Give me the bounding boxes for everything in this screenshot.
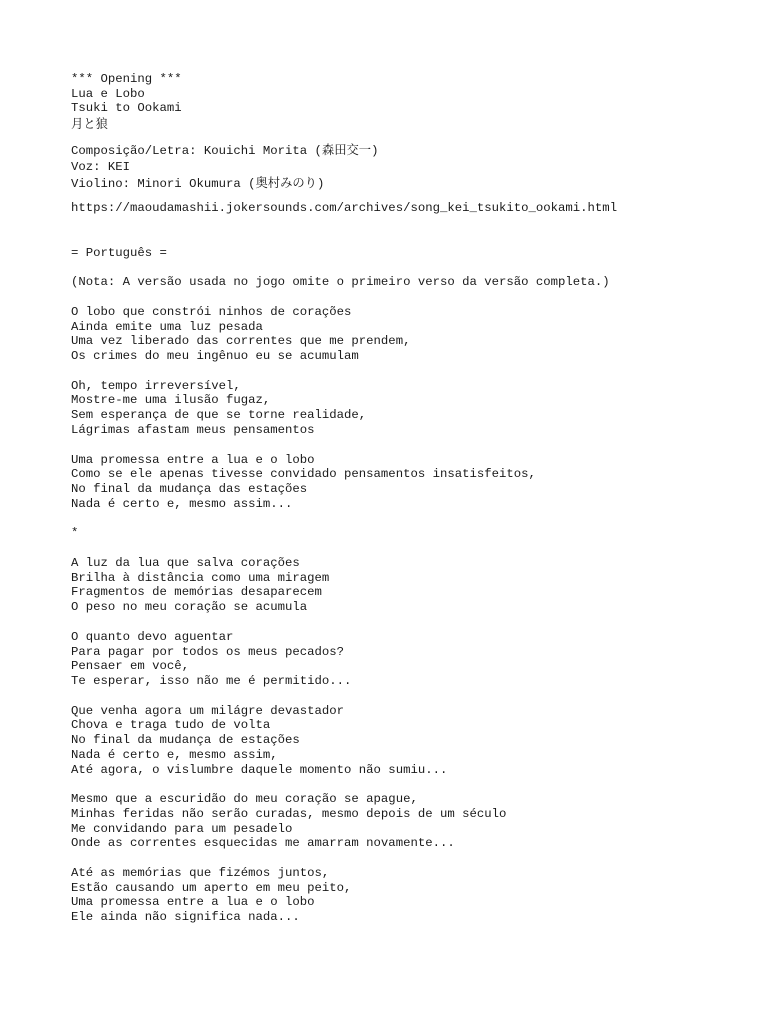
lyric-line: A luz da lua que salva corações: [71, 556, 300, 571]
stanza-4: [71, 556, 751, 615]
lyric-line: Oh, tempo irreversível,: [71, 378, 241, 393]
lyric-line: Brilha à distância como uma miragem: [71, 570, 330, 585]
lyric-line: Minhas feridas não serão curadas, mesmo depois de um século: [71, 806, 507, 821]
lyric-line: O peso no meu coração se acumula: [71, 600, 308, 615]
lyric-line: Estão causando um aperto em meu peito,: [71, 880, 352, 895]
lyric-line: Sem esperança de que se torne realidade,: [71, 408, 367, 423]
credit-composition: Composição/Letra: Kouichi Morita (森田交一): [71, 144, 379, 159]
lyric-line: Pensaer em você,: [71, 659, 190, 674]
lyric-line: Mostre-me uma ilusão fugaz,: [71, 393, 271, 408]
credit-voice: Voz: KEI: [71, 160, 131, 175]
title-portuguese: Lua e Lobo: [71, 86, 145, 101]
lyric-line: Para pagar por todos os meus pecados?: [71, 644, 345, 659]
lyric-line: Ainda emite uma luz pesada: [71, 319, 263, 334]
credits-block: [71, 142, 751, 193]
lyric-line: Me convidando para um pesadelo: [71, 821, 293, 836]
lyric-line: Como se ele apenas tivesse convidado pensamentos insatisfeitos,: [71, 467, 536, 482]
title-romaji: Tsuki to Ookami: [71, 101, 182, 116]
lyric-line: No final da mudança das estações: [71, 481, 308, 496]
stanza-6: [71, 704, 751, 778]
lyric-line: Uma promessa entre a lua e o lobo: [71, 452, 315, 467]
stanza-5: [71, 630, 751, 689]
lyric-line: Lágrimas afastam meus pensamentos: [71, 422, 315, 437]
header-block: [71, 72, 751, 134]
lyric-line: Te esperar, isso não me é permitido...: [71, 673, 352, 688]
lyric-line: Uma promessa entre a lua e o lobo: [71, 895, 315, 910]
lyrics-document: [71, 72, 751, 925]
lyric-line: Ele ainda não significa nada...: [71, 910, 300, 925]
lyric-line: O quanto devo aguentar: [71, 629, 234, 644]
stanza-3: [71, 453, 751, 512]
lyric-line: Até agora, o vislumbre daquele momento não sumiu...: [71, 762, 448, 777]
section-heading: = Português =: [71, 245, 167, 260]
section-note: (Nota: A versão usada no jogo omite o primeiro verso da versão completa.): [71, 275, 610, 290]
stanza-1: [71, 305, 751, 364]
opening-label: *** Opening ***: [71, 72, 182, 86]
lyric-line: Até as memórias que fizémos juntos,: [71, 866, 330, 881]
lyric-line: Chova e traga tudo de volta: [71, 718, 271, 733]
lyric-line: Mesmo que a escuridão do meu coração se apague,: [71, 792, 418, 807]
stanza-separator: *: [71, 526, 79, 541]
lyric-line: O lobo que constrói ninhos de corações: [71, 304, 352, 319]
lyric-line: Nada é certo e, mesmo assim,: [71, 747, 278, 762]
lyric-line: Fragmentos de memórias desaparecem: [71, 585, 322, 600]
lyric-line: Uma vez liberado das correntes que me prendem,: [71, 334, 411, 349]
stanza-8: [71, 866, 751, 925]
lyric-line: No final da mudança de estações: [71, 733, 300, 748]
lyric-line: Que venha agora um milágre devastador: [71, 703, 345, 718]
stanza-7: [71, 792, 751, 851]
credit-violin: Violino: Minori Okumura (奥村みのり): [71, 176, 325, 191]
title-japanese: 月と狼: [71, 118, 108, 133]
source-url: https://maoudamashii.jokersounds.com/archives/song_kei_tsukito_ookami.html: [71, 200, 618, 215]
stanza-2: [71, 379, 751, 438]
lyric-line: Nada é certo e, mesmo assim...: [71, 496, 293, 511]
lyric-line: Onde as correntes esquecidas me amarram novamente...: [71, 836, 455, 851]
lyric-line: Os crimes do meu ingênuo eu se acumulam: [71, 349, 359, 364]
